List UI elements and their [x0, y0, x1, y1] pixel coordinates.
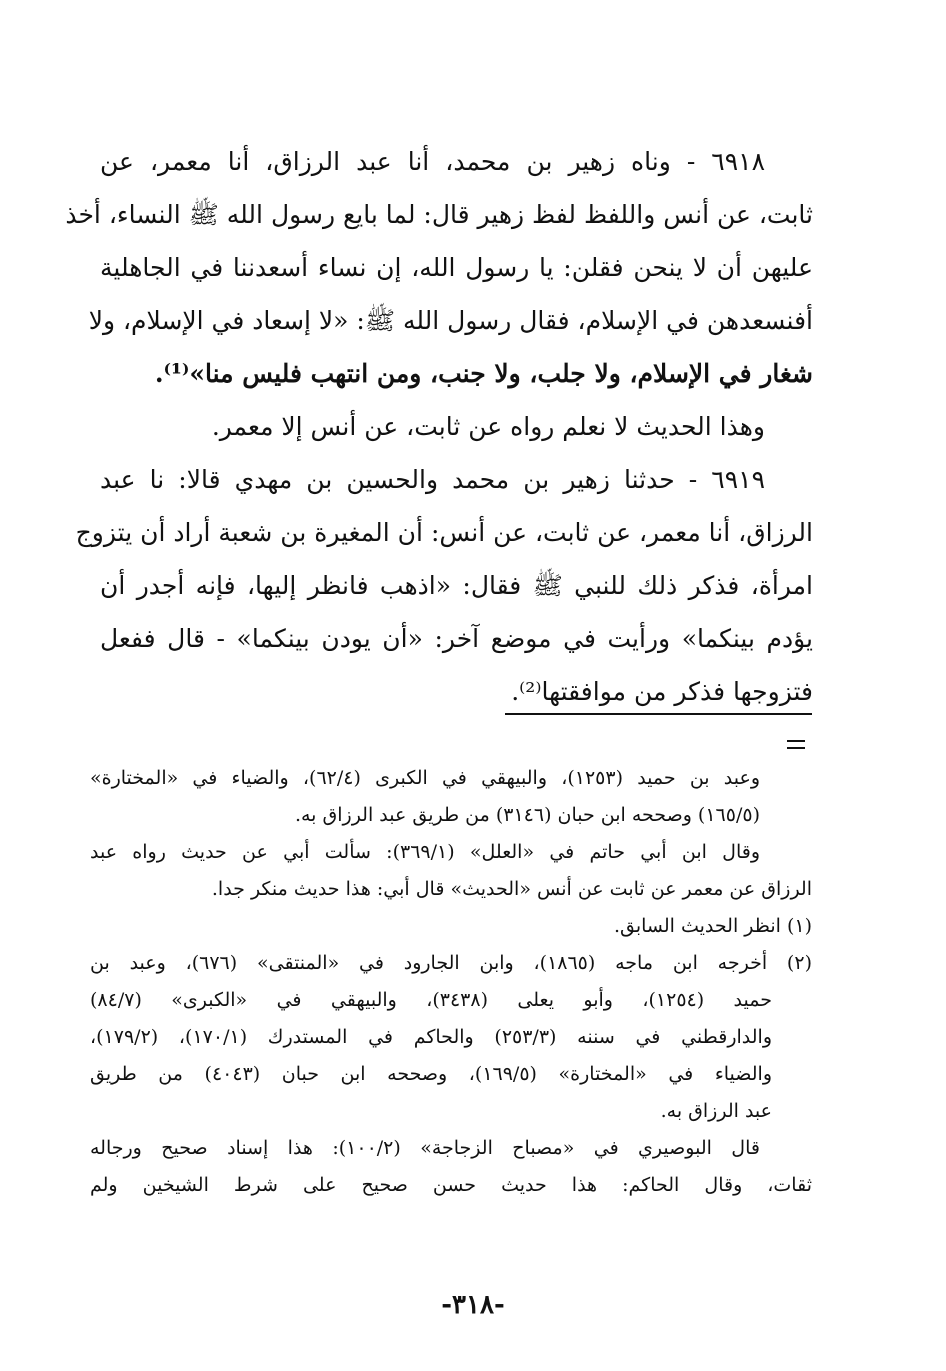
text-line: ٦٩١٩ - حدثنا زهير بن محمد والحسين بن مهدي قالا: نا عبد: [100, 465, 765, 494]
footnote-line: (٢) أخرجه ابن ماجه (١٨٦٥)، وابن الجارود في «المنتقى» (٦٧٦)، وعبد بن: [90, 952, 812, 974]
text-line: الرزاق، أنا معمر، عن ثابت، عن أنس: أن المغيرة بن شعبة أراد أن يتزوج: [75, 518, 813, 547]
footnote-separator: [0, 713, 946, 753]
text-line: ٦٩١٨ - وناه زهير بن محمد، أنا عبد الرزاق، أنا معمر، عن: [100, 147, 765, 176]
text-line: ثابت، عن أنس واللفظ لفظ زهير قال: لما بايع رسول الله ﷺ النساء، أخذ: [65, 200, 813, 229]
text-line: أفنسعدهن في الإسلام، فقال رسول الله ﷺ: «لا إسعاد في الإسلام، ولا: [88, 306, 813, 335]
continuation-mark: [787, 740, 805, 749]
text-line: امرأة، فذكر ذلك للنبي ﷺ فقال: «اذهب فانظر إليها، فإنه أجدر أن: [100, 571, 813, 600]
footnote-line: الرزاق عن معمر عن ثابت عن أنس «الحديث» قال أبي: هذا حديث منكر جدا.: [211, 878, 812, 900]
footnote-line: ثقات، وقال الحاكم: هذا حديث حسن صحيح على شرط الشيخين ولم: [90, 1174, 812, 1196]
footnotes: [90, 760, 812, 1204]
footnote-line: (١) انظر الحديث السابق.: [613, 915, 812, 937]
separator-rule: [505, 713, 812, 715]
text-line: فتزوجها فذكر من موافقتها⁽²⁾.: [511, 677, 813, 706]
page-number: -٣١٨-: [441, 1290, 505, 1320]
footnote-line: عبد الرزاق به.: [660, 1100, 772, 1122]
footnote-line: والضياء في «المختارة» (١٦٩/٥)، وصححه ابن حبان (٤٠٤٣) من طريق: [90, 1063, 772, 1085]
footnote-line: (١٦٥/٥) وصححه ابن حبان (٣١٤٦) من طريق عبد الرزاق به.: [294, 804, 760, 826]
footnote-line: حميد (١٢٥٤)، وأبو يعلى (٣٤٣٨)، والبيهقي في «الكبرى» (٨٤/٧): [90, 989, 772, 1011]
text-line: عليهن أن لا ينحن فقلن: يا رسول الله، إن نساء أسعدننا في الجاهلية: [100, 253, 813, 282]
footnote-line: وعبد بن حميد (١٢٥٣)، والبيهقي في الكبرى (٦٢/٤)، والضياء في «المختارة»: [90, 767, 760, 789]
text-line: يؤدم بينكما» ورأيت في موضع آخر: «أن يودن بينكما» - قال ففعل: [100, 624, 813, 653]
main-text: [65, 135, 813, 718]
text-line: وهذا الحديث لا نعلم رواه عن ثابت، عن أنس إلا معمر.: [211, 412, 765, 441]
footnote-line: والدارقطني في سننه (٢٥٣/٣) والحاكم في المستدرك (١٧٠/١)، (١٧٩/٢)،: [90, 1026, 772, 1048]
footnote-line: قال البوصيري في «مصباح الزجاجة» (١٠٠/٢): هذا إسناد صحيح ورجاله: [90, 1137, 760, 1159]
text-line: شغار في الإسلام، ولا جلب، ولا جنب، ومن انتهب فليس منا»⁽¹⁾.: [154, 359, 813, 388]
footnote-line: وقال ابن أبي حاتم في «العلل» (٣٦٩/١): سألت أبي عن حديث رواه عبد: [90, 841, 761, 863]
